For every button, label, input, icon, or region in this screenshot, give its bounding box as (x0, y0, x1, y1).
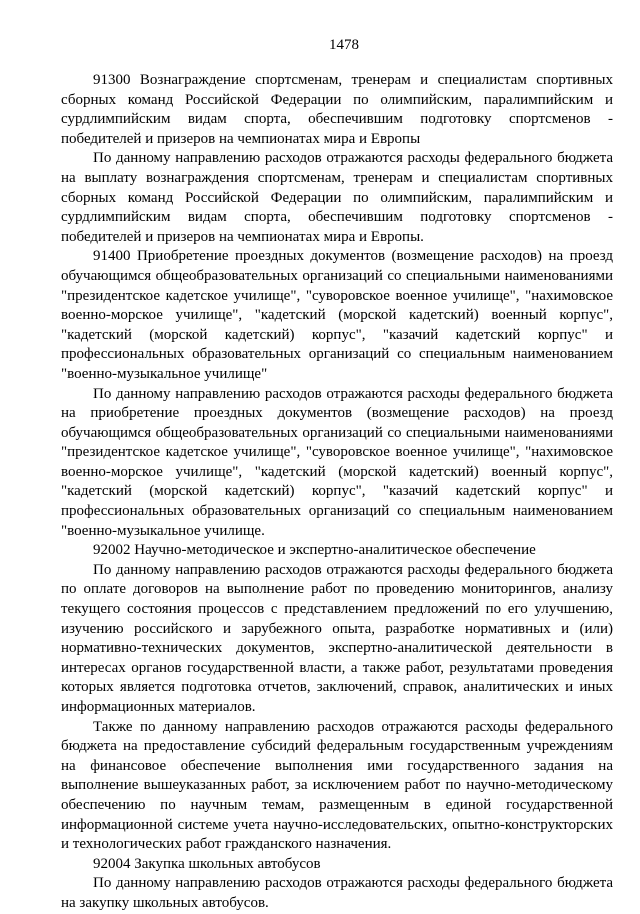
paragraph-body-92002-subsidies: Также по данному направлению расходов отражаются расходы федерального бюджета на предоставление субсидий федеральным государственным учреждениям на финансовое обеспечение выполнения ими государственного задания на выполнение вышеуказанных работ, за исключением работ по научно-методическому обеспечению по научным темам, размещенным в единой государственной информационной системе учета научно-исследовательских, опытно-конструкторских и технологических работ гражданского назначения. (61, 718, 613, 853)
paragraph-body-91400: По данному направлению расходов отражаются расходы федерального бюджета на приобретение проездных документов (возмещение расходов) на проезд обучающимся общеобразовательных организаций со специальными наименованиями "президентское кадетское училище", "суворовское военное училище", "нахимовское военно-морское училище", "кадетский (морской кадетский) военный корпус", "кадетский (морской кадетский) корпус", "казачий кадетский корпус" и профессиональных образовательных организаций со специальным наименованием "военно-музыкальное училище. (61, 385, 613, 539)
page-number: 1478 (329, 37, 359, 53)
paragraph-heading-91400: 91400 Приобретение проездных документов (возмещение расходов) на проезд обучающимся общеобразовательных организаций со специальными наименованиями "президентское кадетское училище", "суворовское военное училище", "нахимовское военно-морское училище", "кадетский (морской кадетский) военный корпус", "кадетский (морской кадетский) корпус", "казачий кадетский корпус" и профессиональных образовательных организаций со специальным наименованием "военно-музыкальное училище" (61, 248, 613, 382)
paragraph-heading-91300: 91300 Вознаграждение спортсменам, тренерам и специалистам спортивных сборных команд Российской Федерации по олимпийским, паралимпийским и сурдлимпийским видам спорта, обеспечившим подготовку спортсменов - победителей и призеров на чемпионатах мира и Европы (61, 72, 613, 147)
paragraph-heading-92002: 92002 Научно-методическое и экспертно-аналитическое обеспечение (93, 542, 536, 559)
paragraph-body-91300: По данному направлению расходов отражаются расходы федерального бюджета на выплату вознаграждения спортсменам, тренерам и специалистам спортивных сборных команд Российской Федерации по олимпийским, паралимпийским и сурдлимпийским видам спорта, обеспечившим подготовку спортсменов - победителей и призеров на чемпионатах мира и Европы. (61, 150, 613, 245)
paragraph-heading-92004: 92004 Закупка школьных автобусов (93, 855, 321, 872)
paragraph-body-92002: По данному направлению расходов отражаются расходы федерального бюджета по оплате договоров на выполнение работ по проведению мониторингов, анализу текущего состояния процессов с представлением предложений по его улучшению, изучению российского и зарубежного опыта, разработке нормативных и (или) нормативно-технических документов, экспертно-аналитической деятельности в интересах органов государственной власти, а также работ, результатами проведения которых является подготовка отчетов, заключений, справок, аналитических и иных информационных материалов. (61, 561, 613, 715)
paragraph-body-92004: По данному направлению расходов отражаются расходы федерального бюджета на закупку школьных автобусов. (61, 875, 613, 911)
